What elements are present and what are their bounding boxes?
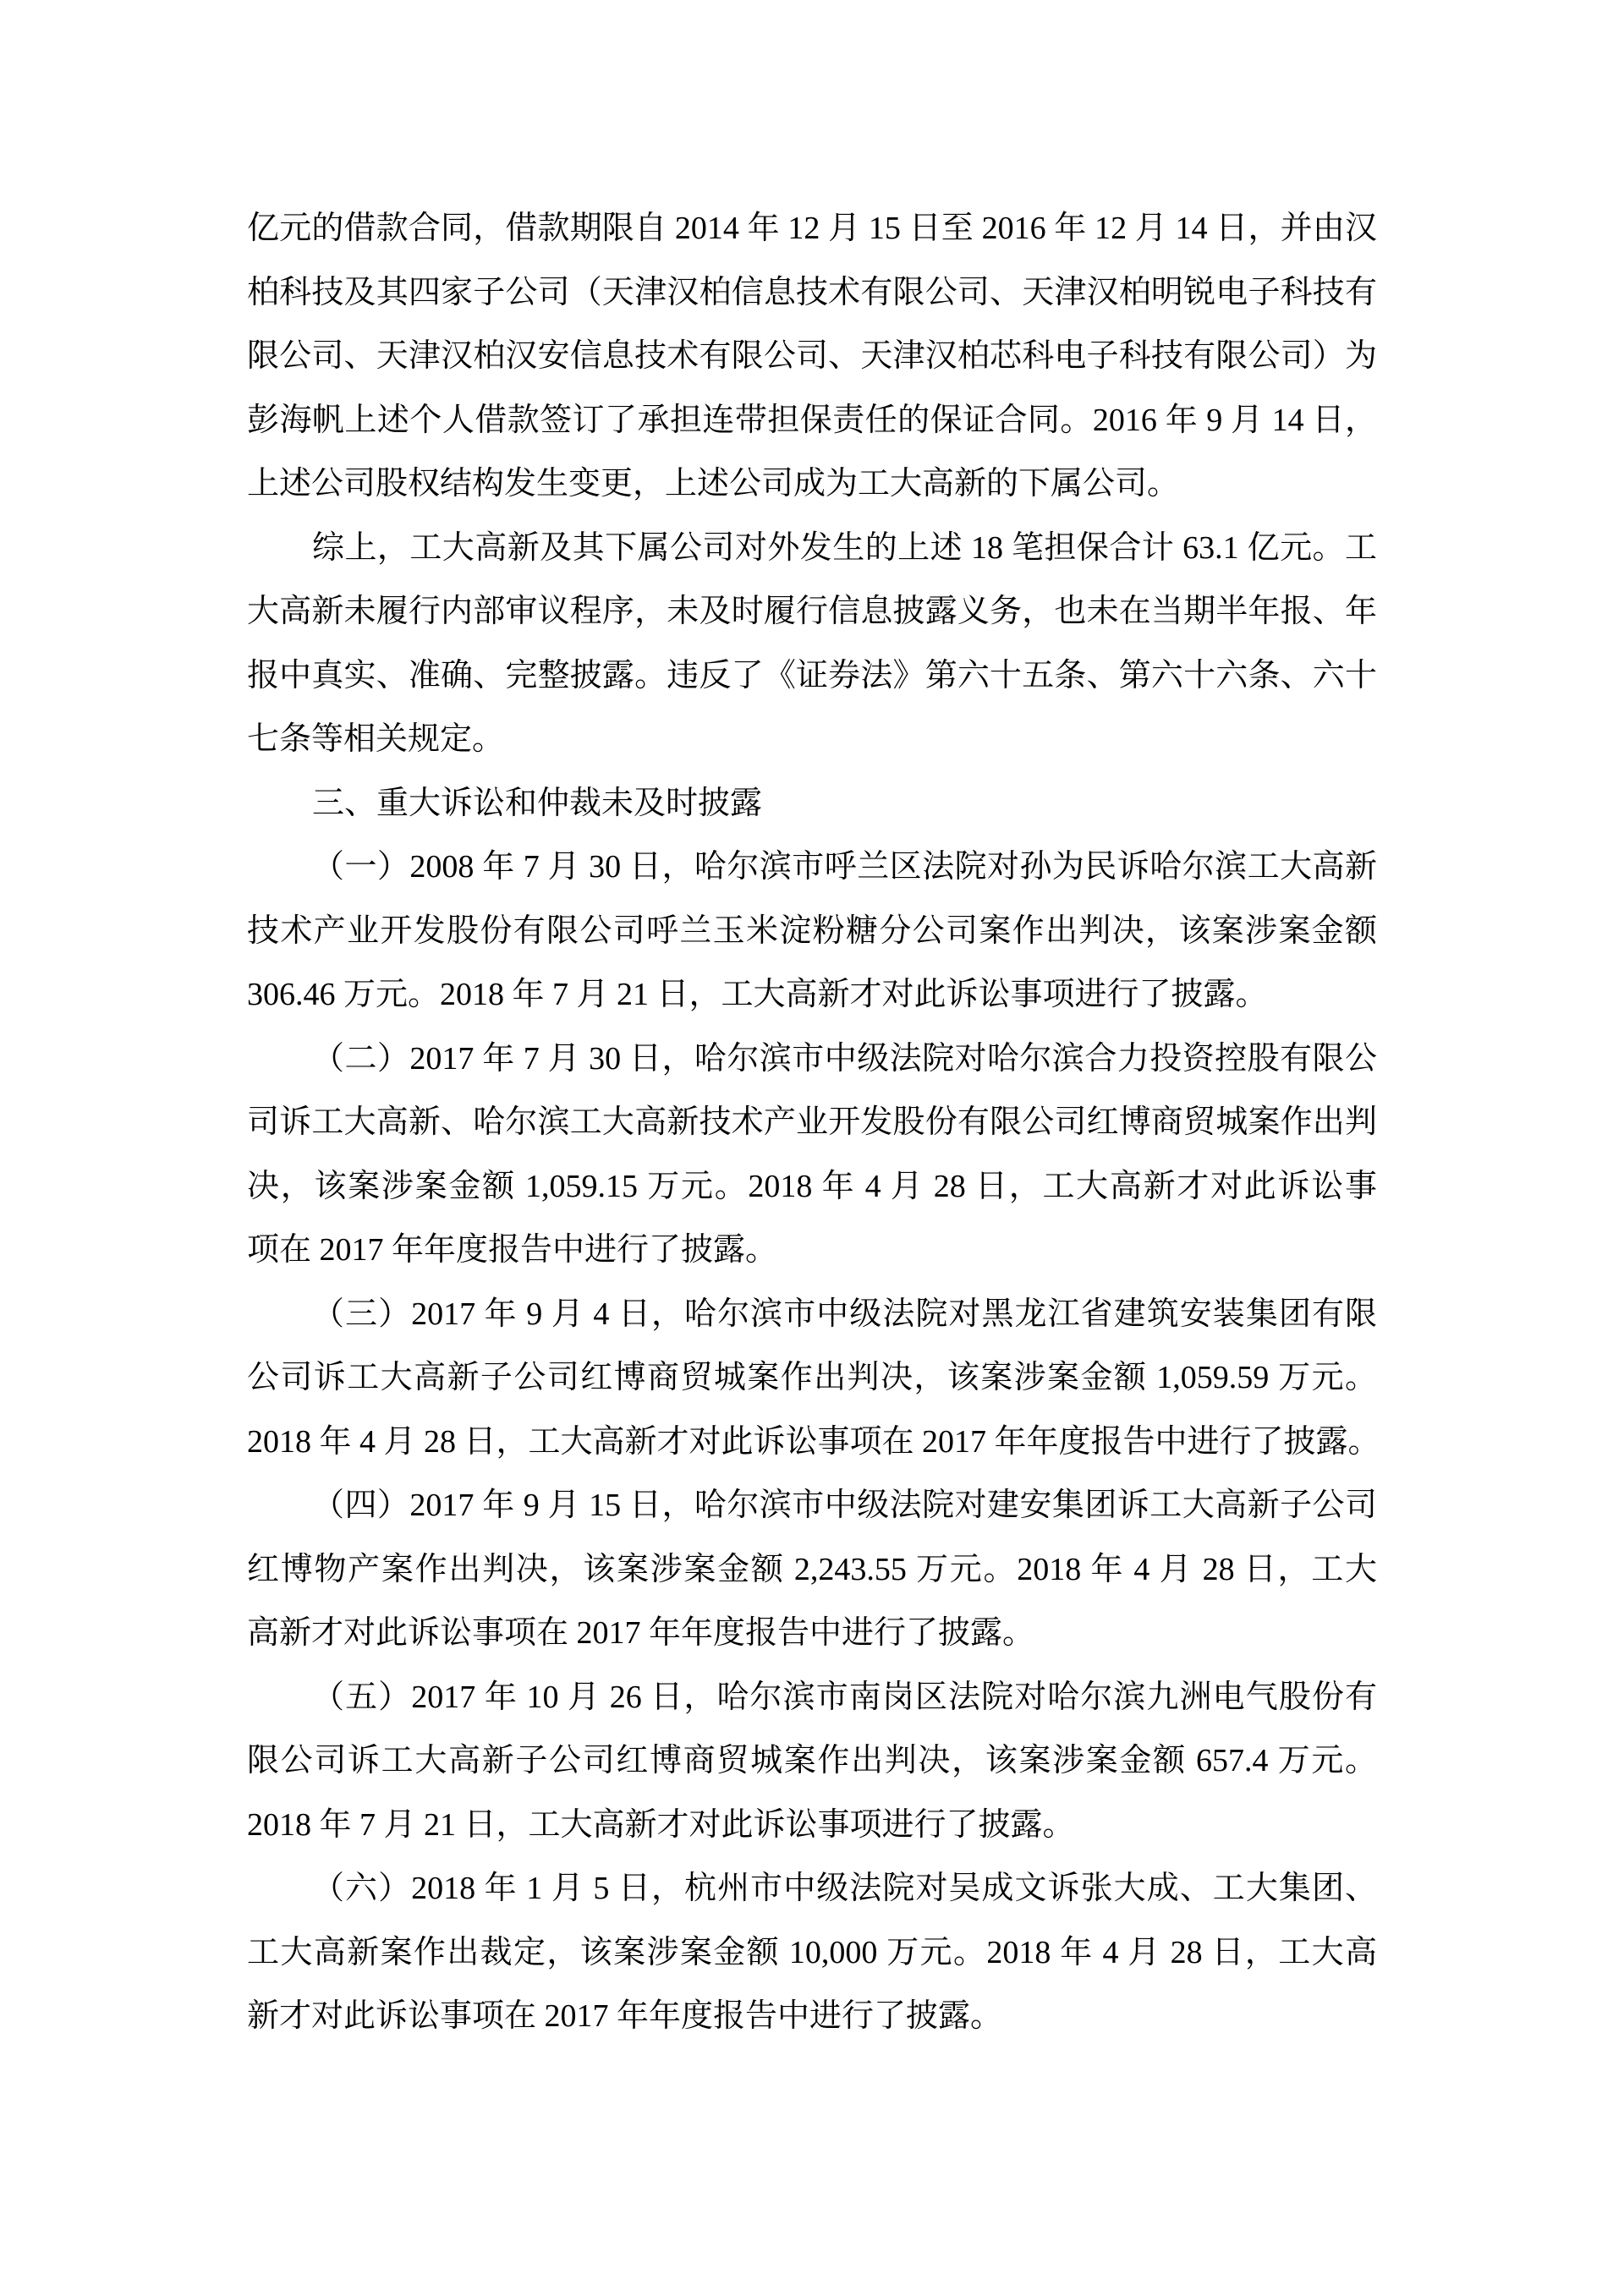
- paragraph-case-5: [247, 1666, 1377, 1858]
- paragraph-case-1: [247, 836, 1377, 1027]
- text-line: 报中真实、准确、完整披露。违反了《证券法》第六十五条、第六十六条、六十: [247, 657, 1377, 693]
- text-line: 决，该案涉案金额 1,059.15 万元。2018 年 4 月 28 日，工大高新才对此诉讼事: [247, 1168, 1377, 1204]
- text-line: 七条等相关规定。: [247, 721, 505, 757]
- text-line: 彭海帆上述个人借款签订了承担连带担保责任的保证合同。2016 年 9 月 14 日，: [247, 402, 1377, 438]
- paragraph-summary: [247, 517, 1377, 772]
- text-line: （五）2017 年 10 月 26 日，哈尔滨市南岗区法院对哈尔滨九洲电气股份有: [312, 1679, 1377, 1715]
- paragraph-case-4: [247, 1474, 1377, 1666]
- text-line: 红博物产案作出判决，该案涉案金额 2,243.55 万元。2018 年 4 月 28 日，工大: [247, 1551, 1377, 1587]
- text-line: （一）2008 年 7 月 30 日，哈尔滨市呼兰区法院对孙为民诉哈尔滨工大高新: [312, 849, 1377, 885]
- paragraph-case-2: [247, 1027, 1377, 1283]
- text-line: （二）2017 年 7 月 30 日，哈尔滨市中级法院对哈尔滨合力投资控股有限公: [312, 1040, 1377, 1077]
- text-line: 综上，工大高新及其下属公司对外发生的上述 18 笔担保合计 63.1 亿元。工: [312, 529, 1377, 566]
- text-line: 大高新未履行内部审议程序，未及时履行信息披露义务，也未在当期半年报、年: [247, 594, 1377, 629]
- text-line: 限公司诉工大高新子公司红博商贸城案作出判决，该案涉案金额 657.4 万元。: [247, 1743, 1377, 1778]
- text-line: 306.46 万元。2018 年 7 月 21 日，工大高新才对此诉讼事项进行了披露。: [247, 977, 1268, 1012]
- text-line: 工大高新案作出裁定，该案涉案金额 10,000 万元。2018 年 4 月 28 日，工大高: [247, 1934, 1377, 1970]
- text-line: 公司诉工大高新子公司红博商贸城案作出判决，该案涉案金额 1,059.59 万元。: [247, 1360, 1377, 1395]
- text-line: 2018 年 7 月 21 日，工大高新才对此诉讼事项进行了披露。: [247, 1806, 1075, 1843]
- text-line: 柏科技及其四家子公司（天津汉柏信息技术有限公司、天津汉柏明锐电子科技有: [247, 274, 1377, 310]
- text-line: （四）2017 年 9 月 15 日，哈尔滨市中级法院对建安集团诉工大高新子公司: [312, 1488, 1377, 1523]
- text-line: （三）2017 年 9 月 4 日，哈尔滨市中级法院对黑龙江省建筑安装集团有限: [312, 1296, 1377, 1332]
- text-line: 司诉工大高新、哈尔滨工大高新技术产业开发股份有限公司红博商贸城案作出判: [247, 1104, 1377, 1140]
- text-line: 技术产业开发股份有限公司呼兰玉米淀粉糖分公司案作出判决，该案涉案金额: [247, 912, 1377, 949]
- text-line: 限公司、天津汉柏汉安信息技术有限公司、天津汉柏芯科电子科技有限公司）为: [247, 338, 1377, 374]
- text-line: 项在 2017 年年度报告中进行了披露。: [247, 1232, 778, 1268]
- text-line: 2018 年 4 月 28 日，工大高新才对此诉讼事项在 2017 年年度报告中进行了披露。: [247, 1423, 1380, 1460]
- document-page: [247, 197, 1380, 2049]
- paragraph-case-6: [247, 1857, 1377, 2049]
- paragraph-guarantee-continuation: [247, 197, 1377, 517]
- text-line: 亿元的借款合同，借款期限自 2014 年 12 月 15 日至 2016 年 12 月 14 日，并由汉: [247, 211, 1377, 246]
- section-title: 三、重大诉讼和仲裁未及时披露: [312, 785, 763, 821]
- section-heading: [247, 772, 1377, 836]
- text-line: （六）2018 年 1 月 5 日，杭州市中级法院对吴成文诉张大成、工大集团、: [312, 1871, 1377, 1906]
- text-line: 上述公司股权结构发生变更，上述公司成为工大高新的下属公司。: [247, 466, 1180, 501]
- paragraph-case-3: [247, 1283, 1380, 1475]
- text-line: 新才对此诉讼事项在 2017 年年度报告中进行了披露。: [247, 1998, 1003, 2034]
- text-line: 高新才对此诉讼事项在 2017 年年度报告中进行了披露。: [247, 1615, 1035, 1651]
